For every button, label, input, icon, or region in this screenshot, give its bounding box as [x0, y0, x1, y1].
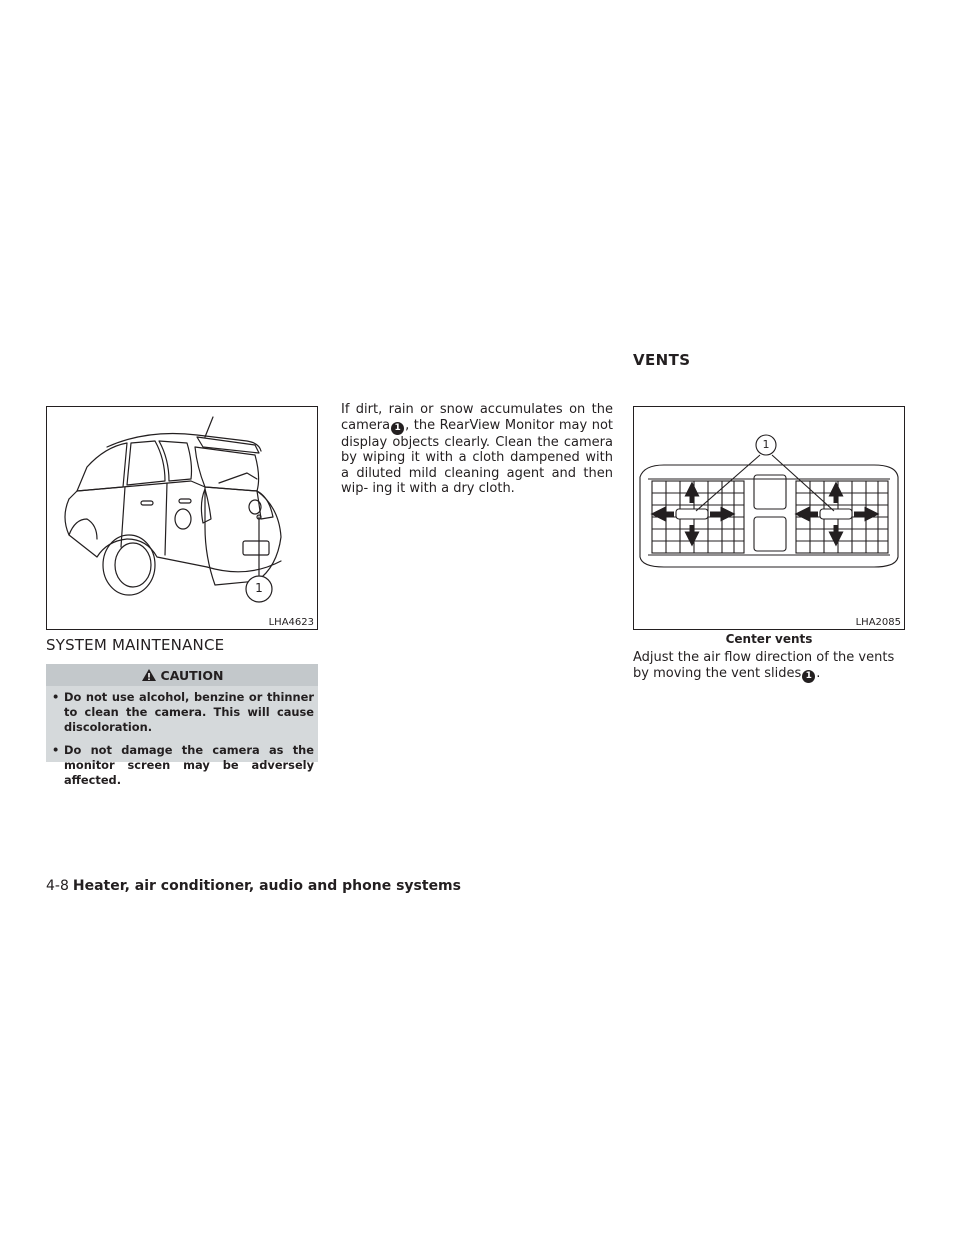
camera-cleaning-paragraph [341, 402, 613, 497]
car-illustration [47, 407, 317, 629]
callout-number: 1 [762, 438, 770, 451]
callout-marker: 1 [802, 670, 815, 683]
vents-paragraph [633, 650, 905, 683]
vents-heading: VENTS [633, 351, 691, 369]
paragraph-text: . [816, 665, 821, 681]
caution-item: • Do not damage the camera as the monitor screen may be adversely affected. [50, 743, 314, 788]
section-title: SYSTEM MAINTENANCE [46, 636, 225, 654]
caution-header [46, 664, 318, 686]
caution-heading: CAUTION [160, 667, 224, 683]
caution-list [50, 690, 314, 796]
paragraph-text: Adjust the air flow direction of the vents by moving the vent slides [633, 650, 895, 681]
chapter-title: Heater, air conditioner, audio and phone systems [72, 878, 461, 894]
paragraph-text: , the RearView Monitor may not display objects clearly. Clean the camera by wiping it with a cloth dampened with a diluted mild cleaning agent and then wip- ing it with a dry cloth. [341, 417, 613, 497]
page-number: 4-8 [46, 878, 69, 894]
figure-code: LHA4623 [268, 617, 314, 628]
caution-box [46, 664, 318, 787]
paragraph-text: If dirt, rain or snow accumulates on the camera [341, 402, 613, 433]
warning-icon [141, 668, 157, 682]
figure-code: LHA2085 [855, 617, 901, 628]
callout-number: 1 [255, 581, 263, 595]
page-footer [46, 878, 461, 894]
rear-camera-figure [46, 406, 318, 630]
center-vents-figure [633, 406, 905, 630]
callout-marker: 1 [391, 422, 404, 435]
caution-item: • Do not use alcohol, benzine or thinner to clean the camera. This will cause discoloration. [50, 690, 314, 735]
figure-caption: Center vents [725, 632, 813, 646]
